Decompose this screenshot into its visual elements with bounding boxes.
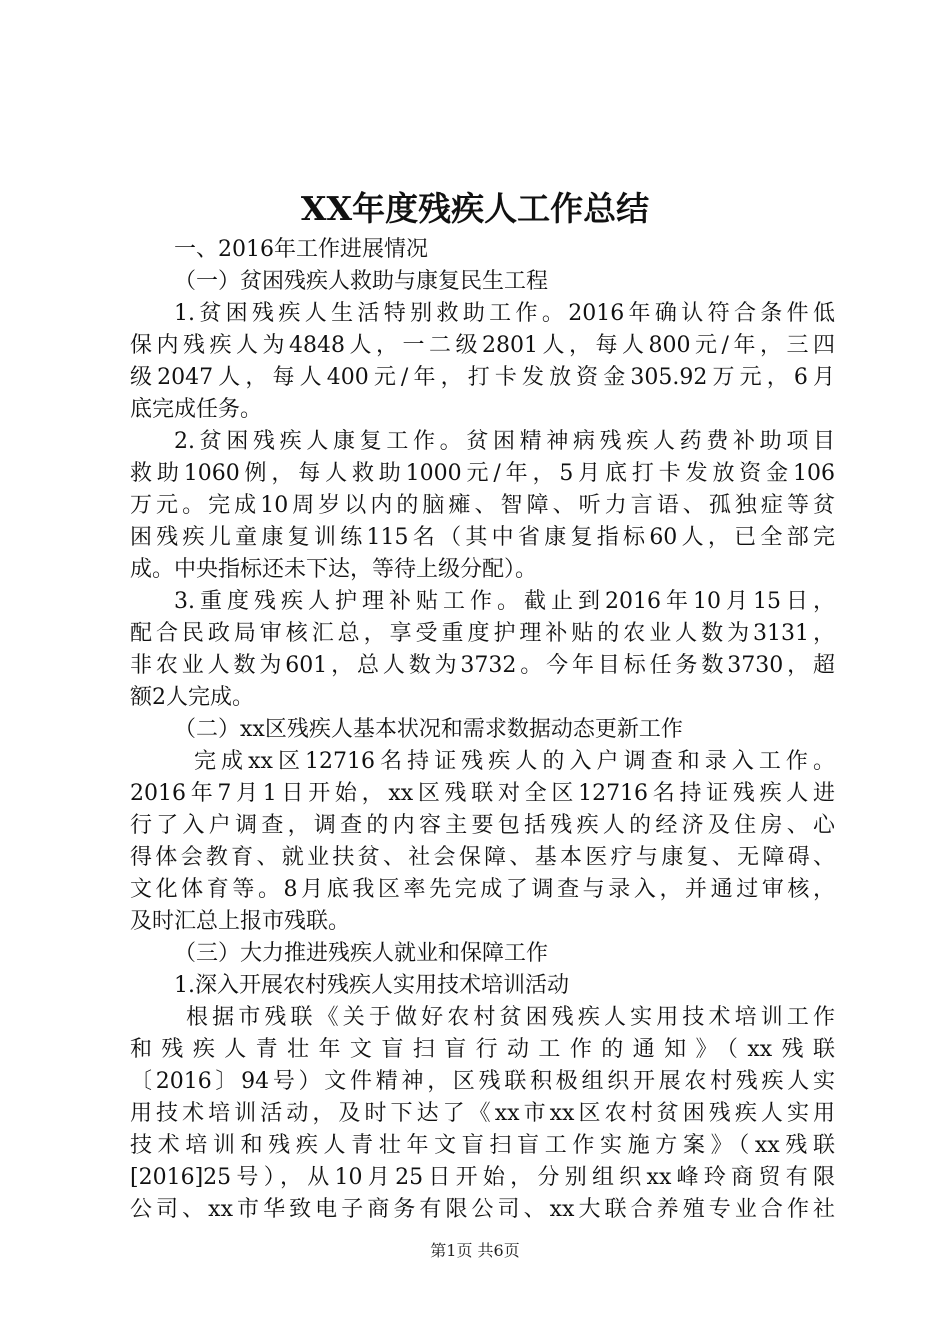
subsection-heading: （二）xx区残疾人基本状况和需求数据动态更新工作 xyxy=(174,717,683,742)
paragraph-line: 配合民政局审核汇总，享受重度护理补贴的农业人数为3131， xyxy=(130,621,835,646)
subsection-heading: （一）贫困残疾人救助与康复民生工程 xyxy=(174,269,549,294)
paragraph-line: 非农业人数为601，总人数为3732。今年目标任务数3730，超 xyxy=(130,653,835,678)
subsection-heading: （三）大力推进残疾人就业和保障工作 xyxy=(174,941,549,966)
paragraph-line: 1.贫困残疾人生活特别救助工作。2016年确认符合条件低 xyxy=(174,301,835,326)
item-heading: 1.深入开展农村残疾人实用技术培训活动 xyxy=(174,973,569,998)
paragraph-line: 行了入户调查，调查的内容主要包括残疾人的经济及住房、心 xyxy=(130,813,835,838)
paragraph-line: 3.重度残疾人护理补贴工作。截止到2016年10月15日， xyxy=(174,589,835,614)
paragraph-line: 级2047人，每人400元/年，打卡发放资金305.92万元，6月 xyxy=(130,365,835,390)
paragraph-line: 额2人完成。 xyxy=(130,685,254,710)
paragraph-line: 及时汇总上报市残联。 xyxy=(130,909,351,934)
paragraph-line: 底完成任务。 xyxy=(130,397,263,422)
paragraph-line: 文化体育等。8月底我区率先完成了调查与录入，并通过审核， xyxy=(130,877,835,902)
paragraph-line: 成。中央指标还未下达，等待上级分配）。 xyxy=(130,557,538,582)
paragraph-line: 救助1060例，每人救助1000元/年，5月底打卡发放资金106 xyxy=(130,461,835,486)
page-number-footer: 第1页 共6页 xyxy=(430,1241,520,1260)
paragraph-line: 公司、xx市华致电子商务有限公司、xx大联合养殖专业合作社 xyxy=(130,1197,835,1222)
paragraph-line: 保内残疾人为4848人，一二级2801人，每人800元/年，三四 xyxy=(130,333,835,358)
paragraph-line: 完成xx区12716名持证残疾人的入户调查和录入工作。 xyxy=(194,749,835,774)
paragraph-line: 得体会教育、就业扶贫、社会保障、基本医疗与康复、无障碍、 xyxy=(130,845,835,870)
section-heading: 一、2016年工作进展情况 xyxy=(174,237,428,262)
paragraph-line: 困残疾儿童康复训练115名（其中省康复指标60人，已全部完 xyxy=(130,525,835,550)
document-body xyxy=(130,234,835,1226)
paragraph-line: 技术培训和残疾人青壮年文盲扫盲工作实施方案》（xx残联 xyxy=(130,1133,835,1158)
paragraph-line: 用技术培训活动，及时下达了《xx市xx区农村贫困残疾人实用 xyxy=(130,1101,835,1126)
paragraph-line: 万元。完成10周岁以内的脑瘫、智障、听力言语、孤独症等贫 xyxy=(130,493,835,518)
paragraph-line: 2.贫困残疾人康复工作。贫困精神病残疾人药费补助项目 xyxy=(174,429,835,454)
paragraph-line: [2016]25号），从10月25日开始，分别组织xx峰玲商贸有限 xyxy=(130,1165,835,1190)
paragraph-line: 根据市残联《关于做好农村贫困残疾人实用技术培训工作 xyxy=(186,1005,835,1030)
paragraph-line: 2016年7月1日开始，xx区残联对全区12716名持证残疾人进 xyxy=(130,781,835,806)
document-title: XX年度残疾人工作总结 xyxy=(300,189,650,228)
paragraph-line: 和残疾人青壮年文盲扫盲行动工作的通知》（xx残联 xyxy=(130,1037,835,1062)
paragraph-line: 〔2016〕94号）文件精神，区残联积极组织开展农村残疾人实 xyxy=(130,1069,835,1094)
